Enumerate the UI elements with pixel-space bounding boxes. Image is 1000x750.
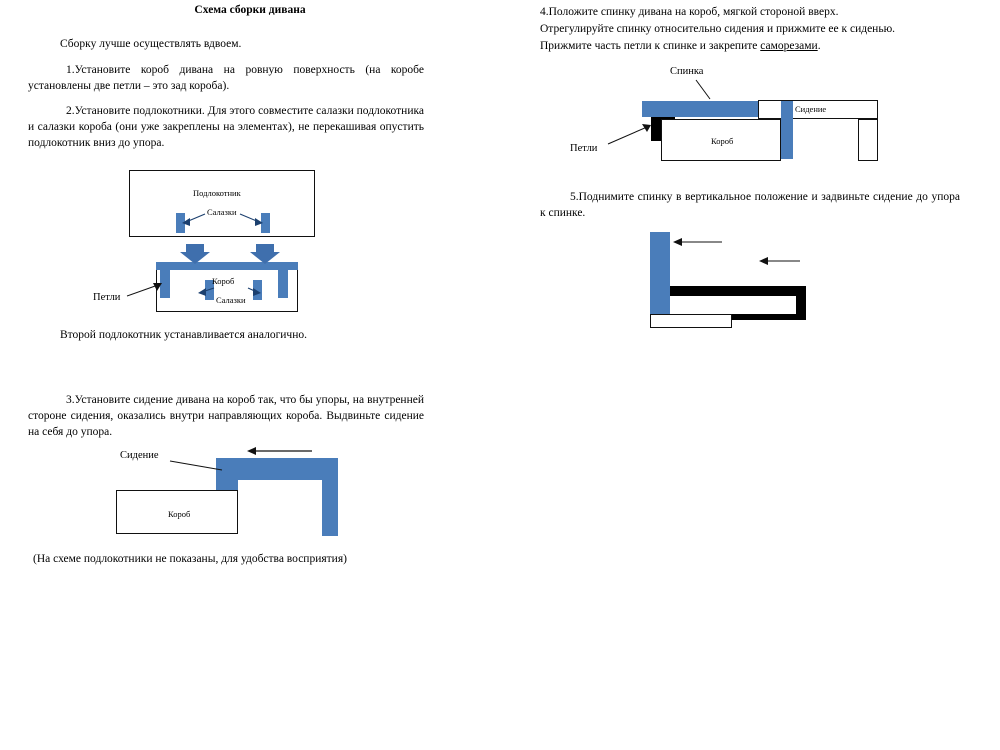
label-korob: Короб <box>168 509 191 519</box>
paragraph-step3: 3.Установите сидение дивана на короб так, что бы упоры, на внутренней стороне сидения, оказались внутри направляющих короба. Выдвиньте сидение на себя до упора. <box>28 394 424 438</box>
frame-top-bar <box>670 286 806 296</box>
label-salazki-top: Салазки <box>207 207 237 217</box>
step4-text-samorezami: саморезами <box>760 40 818 52</box>
label-sidenie: Сидение <box>120 450 159 461</box>
label-korob: Короб <box>711 136 734 146</box>
paragraph-step5: 5.Поднимите спинку в вертикальное положение и задвиньте сидение до упора к спинке. <box>540 191 960 219</box>
step4-text-c: . <box>817 40 821 52</box>
paragraph-step1: 1.Установите короб дивана на ровную поверхность (на коробе установлены две петли – это зад короба). <box>28 64 424 92</box>
seat-vertical-leg <box>322 458 338 536</box>
label-petli: Петли <box>93 292 121 303</box>
seat-white-area <box>670 296 796 314</box>
paragraph-step4-line2: Отрегулируйте спинку относительно сидения и прижмите ее к сиденью. <box>540 23 896 35</box>
right-column <box>500 0 1000 750</box>
label-salazki-bottom: Салазки <box>216 295 246 305</box>
diagram-back-upright <box>500 0 1000 400</box>
paragraph-step2: 2.Установите подлокотники. Для этого совместите салазки подлокотника и салазки короба (они уже закреплены на элементах), не перекашивая опустить подлокотник вниз до упора. <box>28 105 424 149</box>
label-petli: Петли <box>570 143 598 154</box>
label-sidenie: Сидение <box>795 104 827 114</box>
caption-second-armrest: Второй подлокотник устанавливается аналогично. <box>60 329 307 341</box>
paragraph-intro: Сборку лучше осуществлять вдвоем. <box>60 38 242 50</box>
back-panel-upright <box>650 232 670 314</box>
diagram-seat-arrows <box>0 0 500 600</box>
paragraph-step4-line1: 4.Положите спинку дивана на короб, мягкой стороной вверх. <box>540 6 839 18</box>
label-spinka: Спинка <box>670 66 704 77</box>
step4-text-a: Прижмите часть петли к спинке и закрепите <box>540 40 761 52</box>
diagram-seat-installation <box>0 0 500 600</box>
label-korob: Короб <box>212 276 235 286</box>
korob-lower-edge <box>650 314 732 328</box>
diagram-upright-arrows <box>500 0 1000 400</box>
page-title: Схема сборки дивана <box>194 4 306 16</box>
label-podlokotnik: Подлокотник <box>193 188 241 198</box>
caption-armrests-hidden: (На схеме подлокотники не показаны, для удобства восприятия) <box>33 553 347 565</box>
